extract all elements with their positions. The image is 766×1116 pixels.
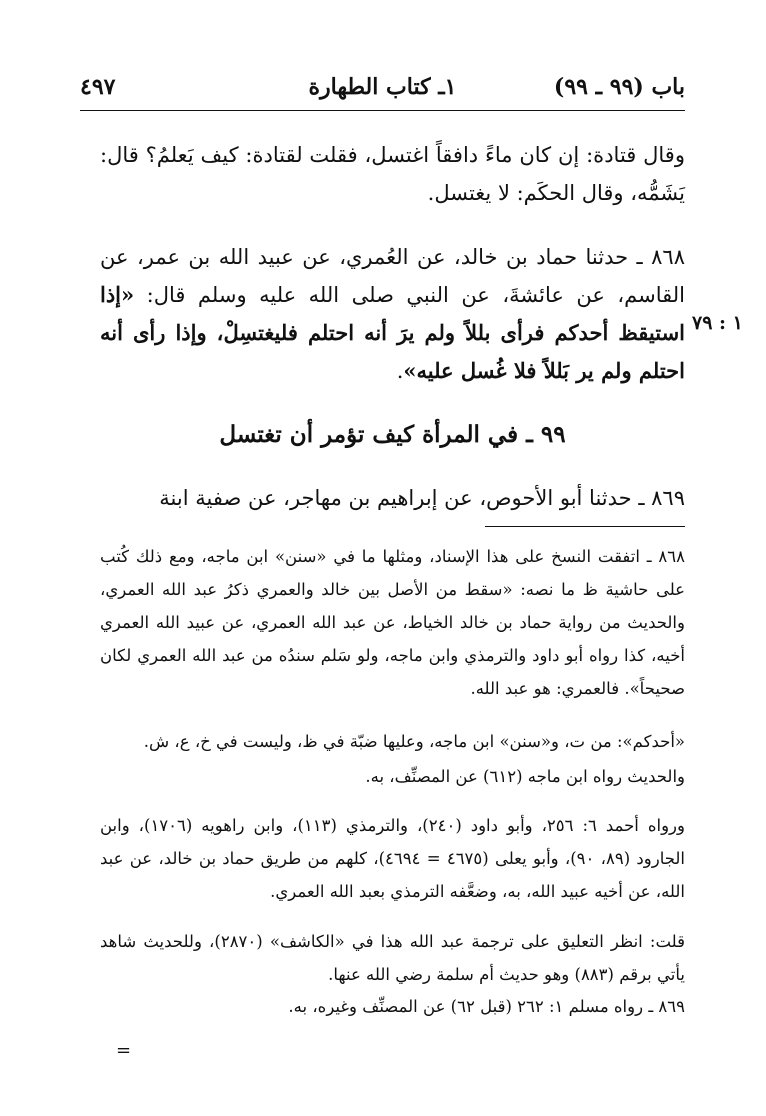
hadith-868-text [100, 238, 685, 390]
footnote-868 [100, 540, 685, 705]
footnote-qultu [100, 925, 685, 991]
book-title: ١ـ كتاب الطهارة [308, 74, 457, 100]
header-divider [80, 110, 685, 111]
footnote-narrations [100, 809, 685, 908]
page-header [80, 66, 685, 106]
main-paragraph-1 [100, 136, 685, 212]
hadith-869 [100, 479, 685, 517]
marginal-reference: ١ : ٧٩ [692, 312, 743, 334]
footnote-ibn-majah [100, 760, 685, 793]
hadith-869-text: ٨٦٩ ـ حدثنا أبو الأحوص، عن إبراهيم بن مهاجر، عن صفية ابنة [159, 486, 685, 510]
footnote-text: والحديث رواه ابن ماجه (٦١٢) عن المصنِّف، به. [365, 767, 685, 786]
footnote-text: قلت: انظر التعليق على ترجمة عبد الله هذا في «الكاشف» (٢٨٧٠)، وللحديث شاهد يأتي برقم (٨٨٣) وهو حديث أم سلمة رضي الله عنها. [100, 932, 685, 984]
hadith-868 [100, 238, 685, 390]
paragraph-text: وقال قتادة: إن كان ماءً دافقاً اغتسل، فقلت لقتادة: كيف يَعلمُ؟ قال: يَشَمُّه، وقال الحكَم: لا يغتسل. [100, 143, 685, 205]
continuation-mark: = [116, 1040, 132, 1061]
hadith-end: . [396, 359, 404, 383]
section-title: ٩٩ ـ في المرأة كيف تؤمر أن تغتسل [219, 421, 566, 448]
footnote-ahadukum [100, 725, 685, 758]
footnote-text: ٨٦٨ ـ اتفقت النسخ على هذا الإسناد، ومثلها ما في «سنن» ابن ماجه، ومع ذلك كُتب على حاشية ظ ما نصه: «سقط من الأصل بين خالد والعمري ذكرُ عبد الله العمري، والحديث من رواية حماد بن خالد الخياط، عن عبد الله العمري، عن عبيد الله العمري أخيه، كذا رواه أبو داود والترمذي وابن ماجه، ولو سَلم سندُه من عبد الله العمري لكان صحيحاً». فالعمري: هو عبد الله. [100, 547, 685, 698]
footnote-divider [485, 526, 685, 527]
hadith-isnad: ٨٦٨ ـ حدثنا حماد بن خالد، عن العُمري، عن عبيد الله بن عمر، عن القاسم، عن عائشةَ، عن النبي صلى الله عليه وسلم قال: [100, 245, 685, 307]
footnote-text: «أحدكم»: من ت، و«سنن» ابن ماجه، وعليها ضبّة في ظ، وليست في خ، ع، ش. [143, 732, 685, 751]
footnote-869 [100, 990, 685, 1023]
footnote-text: ٨٦٩ ـ رواه مسلم ١: ٢٦٢ (قبل ٦٢) عن المصنِّف وغيره، به. [288, 997, 685, 1016]
footnote-text: ورواه أحمد ٦: ٢٥٦، وأبو داود (٢٤٠)، والترمذي (١١٣)، وابن راهويه (١٧٠٦)، وابن الجارود (٨٩، ٩٠)، وأبو يعلى (٤٦٧٥ = ٤٦٩٤)، كلهم من طريق حماد بن خالد، عن عبد الله، عن أخيه عبيد الله، به، وضعَّفه الترمذي بعبد الله العمري. [100, 816, 685, 901]
chapter-reference: باب (٩٩ ـ ٩٩) [553, 74, 685, 100]
hadith-matn: «إذا استيقظ أحدكم فرأى بللاً ولم يرَ أنه احتلم فليغتسِلْ، وإذا رأى أنه احتلم ولم ير بَللاً فلا غُسل عليه» [100, 282, 685, 383]
page-number: ٤٩٧ [80, 74, 116, 100]
